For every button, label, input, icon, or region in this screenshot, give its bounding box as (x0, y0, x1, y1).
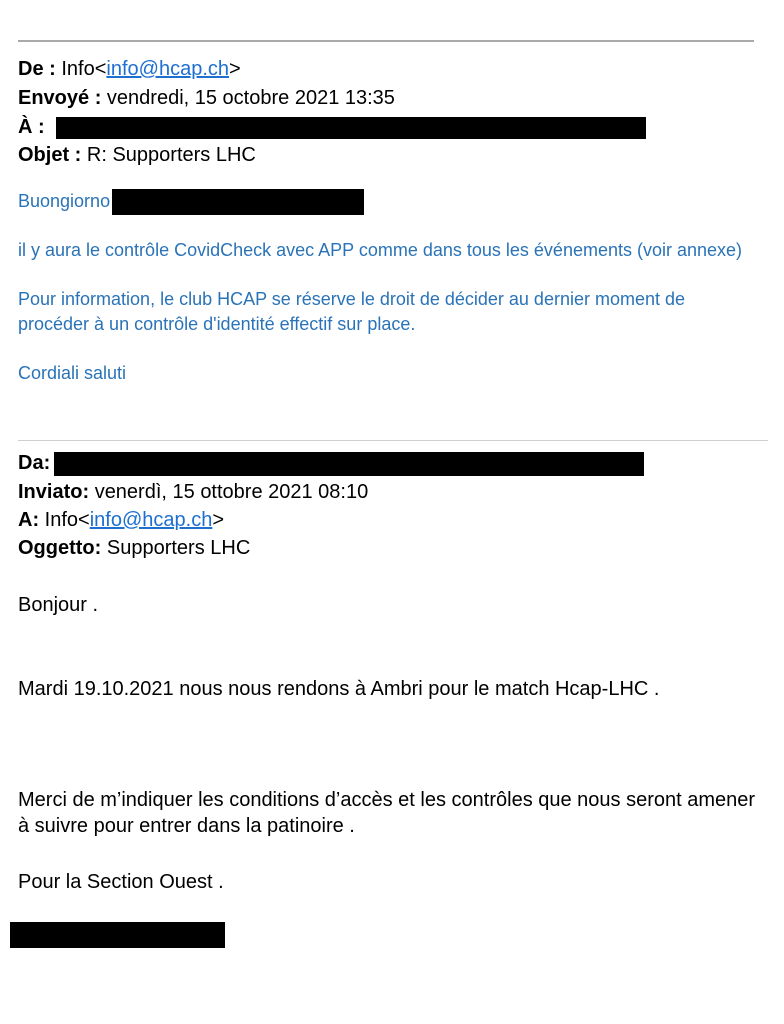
header-divider-top (18, 40, 754, 42)
original-body-p2: Merci de m’indiquer les conditions d’accès et les contrôles que nous seront amener à suivre pour entrer dans la patinoire . (18, 789, 756, 837)
reply-closing: Cordiali saluti (18, 363, 127, 383)
quoted-message-divider (18, 440, 768, 441)
original-to-label: A: (18, 509, 40, 531)
reply-body-p2: Pour information, le club HCAP se réserve le droit de décider au dernier moment de procéder à un contrôle d'identité effectif sur place. (18, 289, 686, 334)
redaction-greeting-name (112, 189, 364, 215)
reply-subject-value: R: Supporters LHC (86, 144, 256, 166)
original-subject-label: Oggetto: (18, 537, 102, 559)
reply-subject-row (18, 141, 256, 170)
reply-greeting-row (18, 189, 364, 215)
reply-from-label: De : (18, 58, 56, 80)
original-greeting: Bonjour . (18, 594, 99, 616)
original-sent-value: venerdì, 15 ottobre 2021 08:10 (94, 481, 369, 503)
original-from-label: Da: (18, 452, 51, 474)
reply-greeting: Buongiorno (18, 191, 111, 211)
redaction-reply-to (56, 117, 646, 139)
reply-from-name: Info (61, 58, 95, 80)
redaction-signature (10, 922, 225, 948)
reply-from-email-link[interactable]: info@hcap.ch (106, 58, 230, 80)
reply-body-p1: il y aura le contrôle CovidCheck avec APP comme dans tous les événements (voir annexe) (18, 240, 743, 260)
original-body-p1: Mardi 19.10.2021 nous nous rendons à Ambri pour le match Hcap-LHC . (18, 678, 660, 700)
redaction-original-from (54, 452, 644, 476)
original-sent-label: Inviato: (18, 481, 90, 503)
reply-sent-label: Envoyé : (18, 87, 102, 109)
original-sign-off: Pour la Section Ouest . (18, 871, 224, 893)
original-to-name: Info (44, 509, 79, 531)
original-to-email-link[interactable]: info@hcap.ch (89, 509, 213, 531)
reply-sent-value: vendredi, 15 octobre 2021 13:35 (106, 87, 395, 109)
original-subject-row (18, 534, 250, 563)
reply-to-label: À : (18, 116, 45, 138)
reply-sent-row (18, 84, 395, 113)
original-sent-row (18, 478, 368, 507)
reply-from-row: De : Info<info@hcap.ch> (18, 58, 241, 80)
reply-to-row (18, 113, 646, 142)
reply-subject-label: Objet : (18, 144, 82, 166)
original-from-row (18, 449, 644, 478)
original-to-row: A: Info<info@hcap.ch> (18, 509, 225, 531)
original-subject-value: Supporters LHC (106, 537, 251, 559)
